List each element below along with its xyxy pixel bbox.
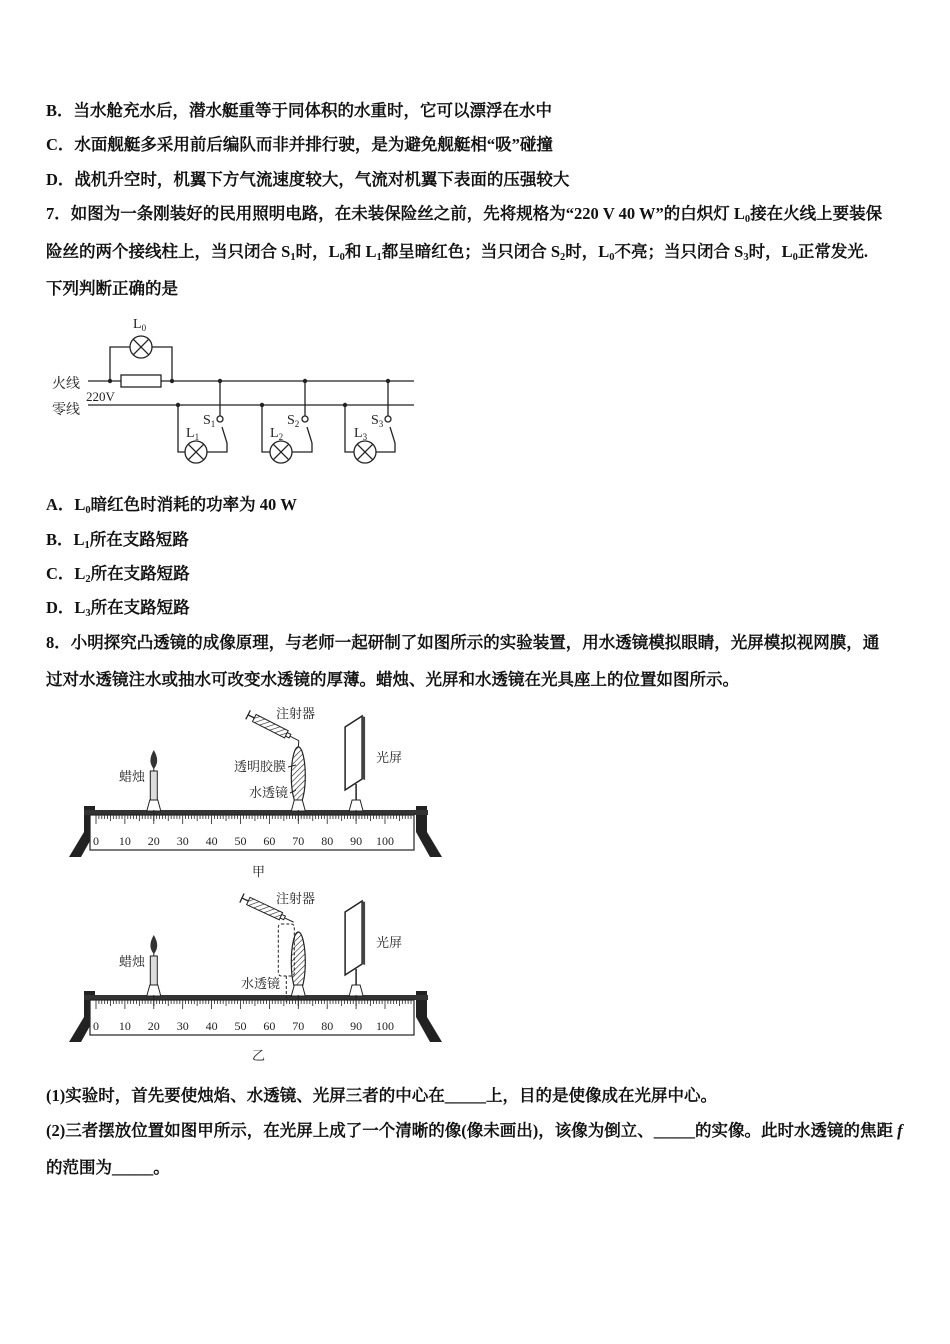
bench-rail [84, 995, 428, 1000]
option-6c: C．水面舰艇多采用前后编队而非并排行驶，是为避免舰艇相“吸”碰撞 [46, 135, 553, 154]
label-letter: L [354, 426, 363, 441]
text-segment: 所在支路短路 [90, 564, 190, 583]
light-screen-edge [362, 716, 365, 780]
ruler-label: 90 [350, 1019, 363, 1033]
optics-bench-figures [60, 700, 450, 1070]
ruler-label: 80 [321, 1019, 334, 1033]
ruler-label: 20 [147, 1019, 160, 1033]
label-letter: L [270, 426, 279, 441]
ruler-label: 0 [93, 1019, 99, 1033]
text-segment: 接在火线上要装保 [750, 204, 883, 223]
label-letter: L [133, 317, 142, 332]
syringe-label: 注射器 [276, 706, 316, 721]
switch-S1-terminal [217, 416, 223, 422]
bench-rail [84, 810, 428, 815]
question-7-stem-line-2 [46, 242, 868, 262]
question-8-stem-line-1: 8．小明探究凸透镜的成像原理，与老师一起研制了如图所示的实验装置，用水透镜模拟眼睛，光屏模拟视网膜，通 [46, 633, 880, 652]
subscript: 0 [744, 214, 751, 225]
subscript: 1 [84, 540, 90, 551]
voltage-label: 220V [86, 389, 115, 404]
switch-S2-label [287, 413, 299, 429]
water-lens [291, 747, 305, 805]
text-segment: B．L [46, 530, 85, 549]
syringe-tip [280, 914, 285, 919]
label-subscript: 0 [141, 323, 147, 333]
label-subscript: 3 [378, 419, 384, 429]
junction-dot [170, 379, 174, 383]
ruler-label: 80 [321, 834, 334, 848]
subscript: 3 [85, 608, 91, 619]
label-subscript: 1 [210, 419, 216, 429]
holder-base [147, 800, 161, 811]
ruler-label: 10 [118, 1019, 131, 1033]
question-8-part-1: (1)实验时，首先要使烛焰、水透镜、光屏三者的中心在_____上，目的是使像成在光屏中心。 [46, 1086, 717, 1105]
subscript: 1 [290, 252, 296, 263]
option-7b [46, 530, 189, 550]
light-screen-label: 光屏 [376, 935, 403, 950]
label-letter: L [186, 426, 195, 441]
text-segment: 时，L [565, 242, 610, 261]
ruler-label: 30 [176, 1019, 189, 1033]
holder-base [349, 985, 363, 996]
subscript: 0 [85, 505, 91, 516]
ruler-label: 60 [263, 1019, 276, 1033]
branch-wire [262, 405, 270, 452]
label-letter: S [287, 413, 295, 428]
lamp-L2-label [270, 426, 283, 442]
junction-dot [108, 379, 112, 383]
lamp-L3-label [354, 426, 368, 442]
focal-length-symbol: f [897, 1121, 903, 1140]
candle-label: 蜡烛 [119, 954, 146, 969]
text-segment: 险丝的两个接线柱上，当只闭合 S [46, 242, 291, 261]
label-letter: S [371, 413, 379, 428]
text-segment: 都呈暗红色；当只闭合 S [381, 242, 561, 261]
switch-S2-terminal [302, 416, 308, 422]
text-segment: 正常发光. [797, 242, 868, 261]
option-6b: B．当水舱充水后，潜水艇重等于同体积的水重时，它可以漂浮在水中 [46, 101, 553, 120]
lamp-L0 [130, 336, 152, 358]
ruler-label: 50 [234, 834, 247, 848]
ruler-face [90, 815, 414, 850]
figure-caption: 乙 [252, 1048, 266, 1063]
ruler-label: 10 [118, 834, 131, 848]
question-8-stem-line-2: 过对水透镜注水或抽水可改变水透镜的厚薄。蜡烛、光屏和水透镜在光具座上的位置如图所示。 [46, 670, 739, 689]
branch-wire [178, 405, 185, 452]
text-segment: D．L [46, 598, 86, 617]
switch-S1-label [203, 413, 215, 429]
label-subscript: 2 [294, 419, 300, 429]
option-7a [46, 495, 297, 515]
question-8-part-2-line-2: 的范围为_____。 [46, 1158, 170, 1177]
holder-base [349, 800, 363, 811]
holder-base [147, 985, 161, 996]
ruler-label: 20 [147, 834, 160, 848]
syringe-label: 注射器 [276, 891, 316, 906]
branch-wire [376, 443, 395, 452]
subscript: 2 [85, 574, 91, 585]
switch-S3-label [371, 413, 384, 429]
subscript: 1 [376, 252, 382, 263]
water-lens-label: 水透镜 [249, 785, 289, 800]
ruler-label: 50 [234, 1019, 247, 1033]
candle-stand [147, 750, 161, 821]
ruler-label: 100 [376, 1019, 394, 1033]
branch-wire [207, 443, 227, 452]
option-7c [46, 564, 190, 584]
text-segment: 时，L [748, 242, 793, 261]
switch-S2-blade [307, 427, 312, 443]
light-screen [345, 716, 362, 790]
fuse-holder [121, 375, 161, 387]
ruler-label: 30 [176, 834, 189, 848]
syringe-plunger-rod [248, 715, 254, 718]
branch-wire [345, 405, 354, 452]
ruler-label: 90 [350, 834, 363, 848]
switch-S1-blade [222, 427, 227, 443]
text-segment: 暗红色时消耗的功率为 40 W [90, 495, 297, 514]
circuit-diagram [40, 305, 420, 475]
ruler-label: 60 [263, 834, 276, 848]
figure-jia [69, 706, 442, 879]
ruler-label: 70 [292, 834, 305, 848]
subscript: 0 [792, 252, 798, 263]
text-segment: 7．如图为一条刚装好的民用照明电路，在未装保险丝之前，先将规格为“220 V 40 W”的白炽灯 L [46, 204, 745, 223]
branch-wire [292, 443, 312, 452]
subscript: 3 [743, 252, 749, 263]
water-lens [291, 932, 305, 992]
figure-yi [69, 891, 442, 1063]
text-segment: 所在支路短路 [89, 530, 189, 549]
light-screen-stand [345, 901, 365, 1006]
candle-flame [150, 750, 157, 769]
question-7-stem-line-3: 下列判断正确的是 [46, 279, 178, 298]
light-screen-stand [345, 716, 365, 821]
switch-S3-blade [390, 427, 395, 443]
branch-3 [345, 381, 395, 463]
optical-bench [69, 806, 442, 857]
candle-stand [147, 935, 161, 1006]
option-6d: D．战机升空时，机翼下方气流速度较大，气流对机翼下表面的压强较大 [46, 170, 570, 189]
text-segment: A．L [46, 495, 86, 514]
syringe-plunger-rod [242, 898, 248, 901]
lamp-L0-label [133, 317, 147, 333]
ruler-label: 40 [205, 834, 218, 848]
optical-bench [69, 991, 442, 1042]
ruler-face [90, 1000, 414, 1035]
label-subscript: 2 [278, 432, 284, 442]
option-7d [46, 598, 190, 618]
light-screen-label: 光屏 [376, 750, 403, 765]
holder-base [291, 800, 305, 811]
text-segment: 不亮；当只闭合 S [614, 242, 744, 261]
subscript: 0 [609, 252, 615, 263]
text-segment: 所在支路短路 [90, 598, 190, 617]
figure-caption: 甲 [252, 864, 266, 879]
label-subscript: 3 [362, 432, 368, 442]
text-segment: 时，L [295, 242, 340, 261]
candle-label: 蜡烛 [119, 769, 146, 784]
syringe-needle [290, 736, 299, 741]
ruler-label: 100 [376, 834, 394, 848]
switch-S3-terminal [385, 416, 391, 422]
holder-base [291, 985, 305, 996]
film-label: 透明胶膜 [234, 759, 287, 774]
candle-body [150, 956, 157, 985]
lamp-L1-label [186, 426, 199, 442]
subscript: 0 [339, 252, 345, 263]
text-segment: C．L [46, 564, 86, 583]
question-7-stem-line-1 [46, 204, 882, 224]
label-subscript: 1 [194, 432, 200, 442]
ruler-label: 40 [205, 1019, 218, 1033]
text-segment: (2)三者摆放位置如图甲所示，在光屏上成了一个清晰的像(像未画出)，该像为倒立、_____的实像。此时水透镜的焦距 [46, 1121, 898, 1140]
candle-body [150, 771, 157, 800]
ruler-label: 70 [292, 1019, 305, 1033]
ruler-label: 0 [93, 834, 99, 848]
candle-flame [150, 935, 157, 954]
live-wire-label: 火线 [52, 377, 80, 392]
text-segment: 和 L [344, 242, 377, 261]
light-screen-edge [362, 901, 365, 965]
light-screen [345, 901, 362, 975]
syringe-tube [298, 741, 299, 747]
question-8-part-2-line-1 [46, 1121, 903, 1141]
label-letter: S [203, 413, 211, 428]
syringe-plunger-handle [246, 710, 251, 719]
subscript: 2 [560, 252, 566, 263]
syringe-needle [285, 918, 294, 922]
neutral-wire-label: 零线 [52, 403, 80, 418]
water-lens-label: 水透镜 [241, 976, 281, 991]
